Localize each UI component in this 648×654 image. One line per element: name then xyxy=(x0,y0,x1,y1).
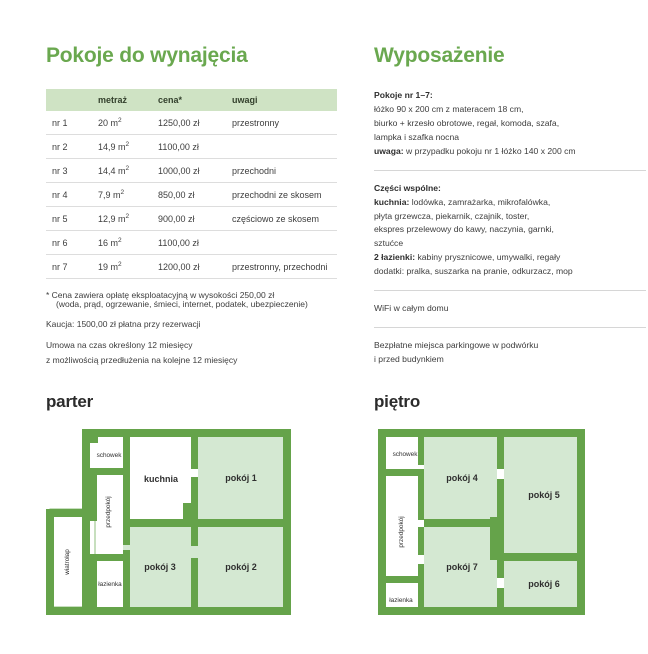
extras-line: dodatki: pralka, suszarka na pranie, odkurzacz, mop xyxy=(374,266,573,277)
superscript-square: 2 xyxy=(125,213,130,221)
page-title: Pokoje do wynajęcia xyxy=(46,44,248,67)
footnote-deposit: Kaucja: 1500,00 zł płatna przy rezerwacji xyxy=(46,319,201,330)
equipment-title: Wyposażenie xyxy=(374,44,505,67)
room-label-pokoj-5: pokój 5 xyxy=(528,489,560,500)
cell-price: 1200,00 zł xyxy=(154,255,228,279)
cell-room-number: nr 7 xyxy=(46,255,94,279)
rooms-equipment-note xyxy=(374,145,646,159)
common-areas-block xyxy=(374,182,646,279)
parking-line-1: Bezpłatne miejsca parkingowe w podwórku xyxy=(374,340,539,351)
room-label-schowek: schowek xyxy=(392,450,418,458)
table-header-row xyxy=(46,89,337,111)
wall-bath-left xyxy=(90,554,97,607)
parking-block xyxy=(374,339,646,367)
cell-area: 16 $m^2$ xyxy=(94,231,154,255)
table-header xyxy=(46,89,337,111)
rooms-table xyxy=(46,89,337,279)
cell-area: 12,9 $m^2$ xyxy=(94,207,154,231)
floor-plans xyxy=(0,374,648,639)
wall-lower-divider-upper xyxy=(191,527,198,546)
wall-right xyxy=(577,429,585,615)
wall-vert-lower-a xyxy=(497,560,504,578)
room-label-lazienka: łazienka xyxy=(98,580,122,588)
footnotes xyxy=(46,289,337,367)
room-label-przedpokoj: przedpokój xyxy=(398,516,405,548)
wall-hall-right-mid xyxy=(418,527,424,555)
floor-title-ground: parter xyxy=(46,391,93,411)
superscript-square: 2 xyxy=(118,237,122,245)
divider-2 xyxy=(374,290,646,291)
cell-note xyxy=(228,135,337,159)
cell-price: 850,00 zł xyxy=(154,183,228,207)
footnote-price-note: * Cena zawiera opłatę eksploatacyjną w wysokości 250,00 zł xyxy=(46,290,275,301)
cell-price: 1000,00 zł xyxy=(154,159,228,183)
table-row xyxy=(46,183,337,207)
cell-area: 14,4 $m^2$ xyxy=(94,159,154,183)
kitchen-text-1: lodówka, zamrażarka, mikrofalówka, xyxy=(409,196,551,207)
divider-3 xyxy=(374,327,646,328)
cell-area: 14,9 $m^2$ xyxy=(94,135,154,159)
room-label-lazienka: łazienka xyxy=(389,596,413,604)
note-label: uwaga: xyxy=(374,145,404,156)
cell-note: częściowo ze skosem xyxy=(228,207,337,231)
superscript-square: 2 xyxy=(118,261,122,269)
window-left-2 xyxy=(378,576,386,598)
floor-plan-upper xyxy=(374,392,646,639)
kitchen-line-3: ekspres przelewowy do kawy, naczynia, garnki, xyxy=(374,224,554,235)
window-top-1 xyxy=(110,429,136,437)
column-header-area: metraż xyxy=(94,89,154,111)
floor-plan-ground xyxy=(46,392,346,639)
window-vestibule-bottom xyxy=(46,607,58,615)
window-bottom-2 xyxy=(424,607,454,615)
upper-floor-svg xyxy=(374,424,624,639)
equipment-column xyxy=(374,44,646,374)
rooms-equipment-line-3: lampka i szafka nocna xyxy=(374,131,460,142)
wall-kitchen-right-mid xyxy=(191,477,198,503)
kitchen-label: kuchnia: xyxy=(374,196,410,207)
column-header-nr xyxy=(46,89,94,111)
rooms-equipment-block xyxy=(374,89,646,159)
room-label-pokoj-7: pokój 7 xyxy=(446,561,478,572)
wall-hall-right-lower xyxy=(123,550,130,607)
wall-schowek-bottom xyxy=(386,469,424,476)
wall-left-upper xyxy=(82,429,90,521)
rooms-equipment-line-1: łóżko 90 x 200 cm z materacem 18 cm, xyxy=(374,104,524,115)
window-bottom-1 xyxy=(392,607,412,615)
wall-schowek-right xyxy=(123,437,130,471)
cell-room-number: nr 1 xyxy=(46,111,94,135)
table-row xyxy=(46,207,337,231)
wall-mid-left-horizontal xyxy=(424,519,497,527)
table-row xyxy=(46,255,337,279)
bathrooms-text: kabiny prysznicowe, umywalki, regały xyxy=(415,252,561,263)
cell-price: 1100,00 zł xyxy=(154,231,228,255)
room-label-wiatrolap: wiatrołap xyxy=(64,549,71,575)
wall-kitchen-right-upper xyxy=(191,437,198,469)
table-row xyxy=(46,111,337,135)
footnote-price-items: (woda, prąd, ogrzewanie, śmieci, internet, podatek, ubezpieczenie) xyxy=(56,299,308,310)
wall-vert-jog xyxy=(490,517,504,560)
window-left-1 xyxy=(378,552,386,566)
parking-line-2: i przed budynkiem xyxy=(374,354,444,364)
wall-vestibule-left xyxy=(46,509,54,615)
table-row xyxy=(46,159,337,183)
ground-floor-svg xyxy=(46,424,326,639)
footnote-contract-2: z możliwością przedłużenia na kolejne 12 miesięcy xyxy=(46,354,238,365)
bathrooms-line xyxy=(374,251,646,265)
window-bottom-2 xyxy=(198,607,240,615)
wall-schowek-left-stub xyxy=(90,437,98,443)
kitchen-line-1 xyxy=(374,196,646,210)
wall-kitchen-right-lower xyxy=(183,503,198,523)
room-label-pokoj-1: pokój 1 xyxy=(225,472,257,483)
wall-right-horizontal xyxy=(504,553,585,561)
cell-note: przechodni ze skosem xyxy=(228,183,337,207)
rooms-equipment-heading: Pokoje nr 1–7: xyxy=(374,90,433,101)
cell-price: 1250,00 zł xyxy=(154,111,228,135)
rooms-equipment-line-2: biurko + krzesło obrotowe, regał, komoda, szafa, xyxy=(374,117,560,128)
window-bottom-1 xyxy=(130,607,160,615)
note-text: w przypadku pokoju nr 1 łóżko 140 x 200 cm xyxy=(403,145,576,156)
wall-mid-horizontal xyxy=(130,519,291,527)
superscript-square: 2 xyxy=(125,165,130,173)
window-bottom-3 xyxy=(474,607,508,615)
wall-vert-lower-b xyxy=(497,588,504,607)
floor-title-upper: piętro xyxy=(374,391,421,411)
wall-vestibule-right xyxy=(82,509,90,615)
wall-bath-top xyxy=(90,554,124,561)
cell-note: przestronny xyxy=(228,111,337,135)
cell-room-number: nr 2 xyxy=(46,135,94,159)
superscript-square: 2 xyxy=(118,117,122,125)
wall-top xyxy=(378,429,585,437)
column-header-price: cena* xyxy=(154,89,228,111)
superscript-square: 2 xyxy=(125,141,130,149)
room-label-przedpokoj: przedpokój xyxy=(105,496,112,528)
cell-room-number: nr 6 xyxy=(46,231,94,255)
room-label-pokoj-6: pokój 6 xyxy=(528,578,560,589)
divider-1 xyxy=(374,170,646,171)
table-row xyxy=(46,135,337,159)
column-header-note: uwagi xyxy=(228,89,337,111)
room-label-kuchnia: kuchnia xyxy=(143,473,179,484)
cell-note: przechodni xyxy=(228,159,337,183)
wall-hall-right-upper xyxy=(123,475,130,545)
rooms-column xyxy=(46,44,346,374)
wall-hall-right-lower xyxy=(418,564,424,607)
cell-area: 19 $m^2$ xyxy=(94,255,154,279)
cell-room-number: nr 5 xyxy=(46,207,94,231)
room-label-pokoj-4: pokój 4 xyxy=(446,472,478,483)
wall-lower-divider-lower xyxy=(191,558,198,607)
cell-price: 1100,00 zł xyxy=(154,135,228,159)
wall-bottom xyxy=(82,607,291,615)
cell-area: 7,9 $m^2$ xyxy=(94,183,154,207)
footnote-contract-1: Umowa na czas określony 12 miesięcy xyxy=(46,339,193,350)
cell-note xyxy=(228,231,337,255)
window-vestibule-left xyxy=(46,544,54,558)
room-label-schowek: schowek xyxy=(96,451,122,459)
wall-hall-left xyxy=(90,475,97,521)
window-bottom-4 xyxy=(536,607,572,615)
cell-room-number: nr 4 xyxy=(46,183,94,207)
common-areas-heading: Części wspólne: xyxy=(374,182,441,193)
bathrooms-label: 2 łazienki: xyxy=(374,252,416,263)
wall-schowek-right xyxy=(418,437,424,465)
cell-room-number: nr 3 xyxy=(46,159,94,183)
wifi-text: WiFi w całym domu xyxy=(374,303,449,314)
cell-area: 20 $m^2$ xyxy=(94,111,154,135)
wall-hall-right-upper xyxy=(418,476,424,520)
table-body xyxy=(46,111,337,279)
room-label-pokoj-2: pokój 2 xyxy=(225,561,257,572)
window-top-2 xyxy=(172,429,212,437)
cell-price: 900,00 zł xyxy=(154,207,228,231)
superscript-square: 2 xyxy=(120,189,125,197)
cell-note: przestronny, przechodni xyxy=(228,255,337,279)
kitchen-line-4: sztućce xyxy=(374,238,404,249)
kitchen-line-2: płyta grzewcza, piekarnik, czajnik, toster, xyxy=(374,210,530,221)
wall-vert-upper xyxy=(497,437,504,469)
room-label-pokoj-3: pokój 3 xyxy=(144,561,176,572)
wall-vert-mid xyxy=(497,479,504,517)
table-row xyxy=(46,231,337,255)
wifi-block xyxy=(374,302,646,316)
